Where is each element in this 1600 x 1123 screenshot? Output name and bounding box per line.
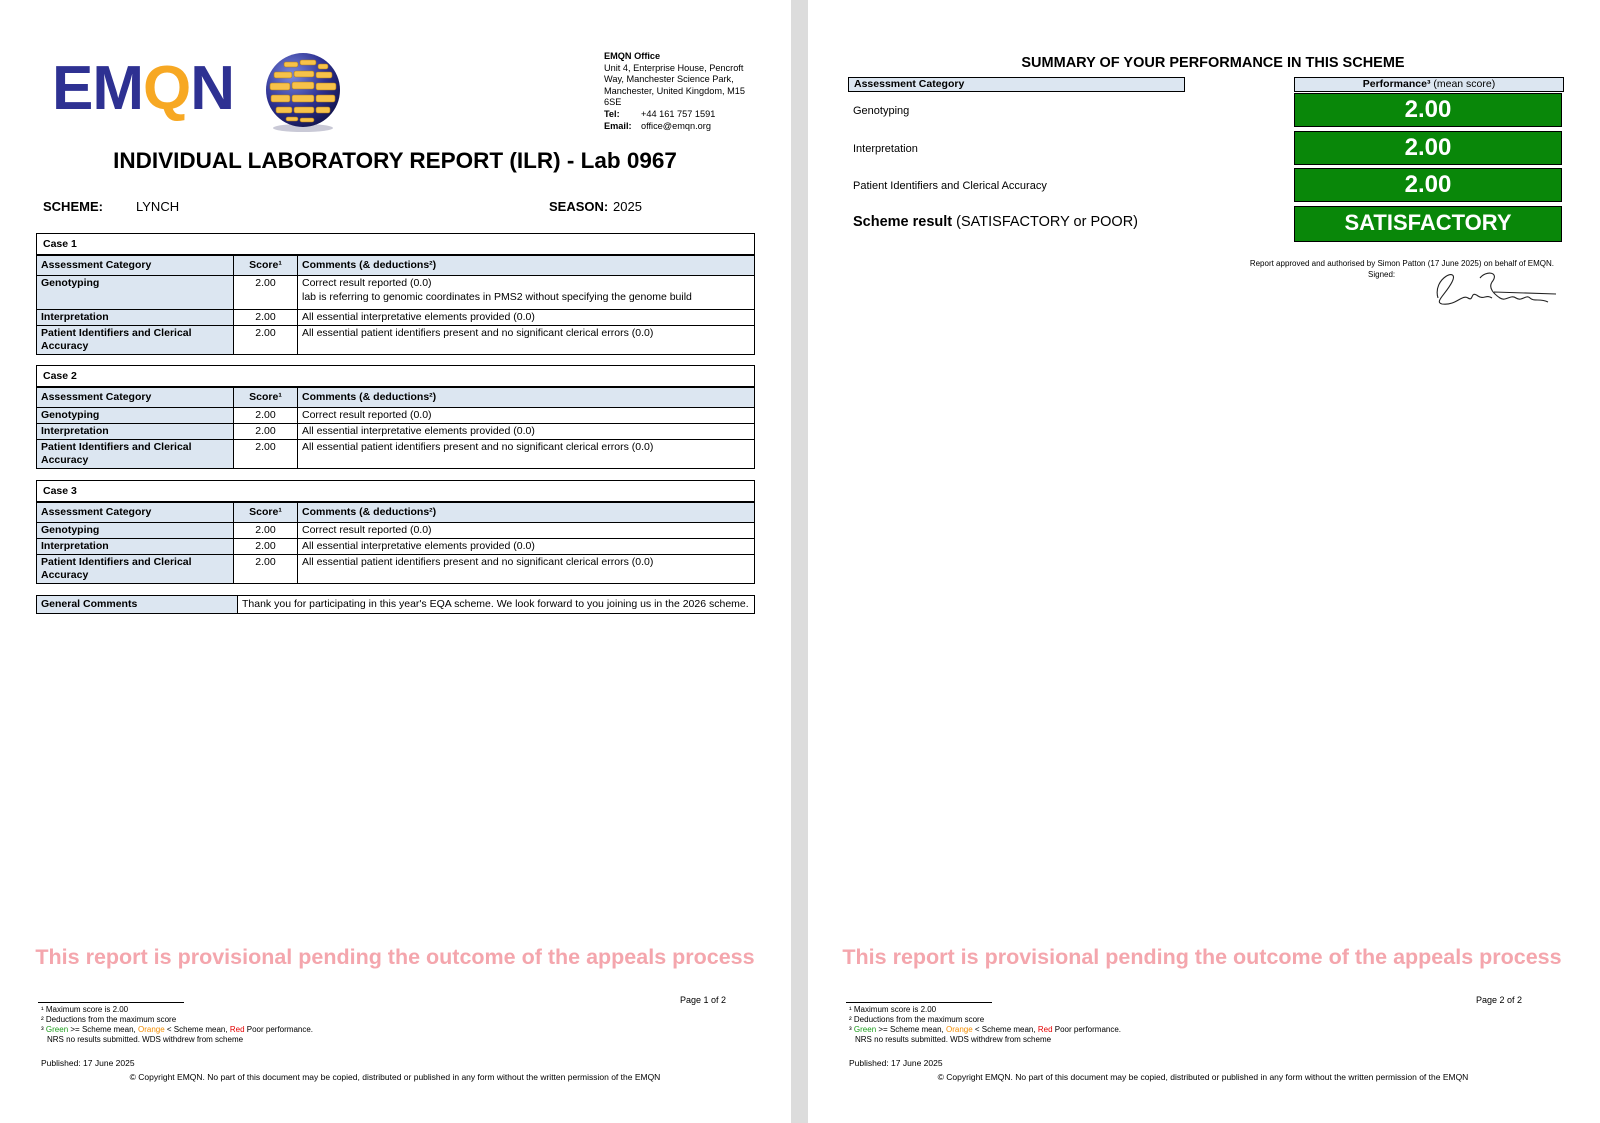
case-1-table: [36, 233, 755, 355]
case-title: Case 1: [37, 234, 754, 255]
report-page-2: [808, 0, 1600, 1123]
report-title: INDIVIDUAL LABORATORY REPORT (ILR) - Lab 0967: [113, 148, 677, 173]
table-header-row: Assessment Category Score¹ Comments (& deductions²): [37, 388, 754, 408]
performance-clerical: 2.00: [1294, 168, 1562, 202]
summary-label-genotyping: Genotyping: [853, 105, 910, 117]
table-row: Genotyping 2.00 Correct result reported (0.0): [37, 408, 754, 424]
signature-image: [1430, 268, 1558, 308]
emqn-logo: [52, 50, 342, 132]
table-header-row: [37, 256, 754, 276]
published-date: Published: 17 June 2025: [849, 1058, 943, 1068]
case-3-table: [36, 480, 755, 584]
table-row: Interpretation 2.00 All essential interpretative elements provided (0.0): [37, 424, 754, 440]
table-row: Interpretation 2.00 All essential interpretative elements provided (0.0): [37, 539, 754, 555]
summary-label-clerical: Patient Identifiers and Clerical Accuracy: [853, 180, 1047, 192]
table-header-row: Assessment Category Score¹ Comments (& deductions²): [37, 503, 754, 523]
globe-icon: [262, 50, 344, 132]
copyright-notice: © Copyright EMQN. No part of this document may be copied, distributed or published in any form without the written permission of the EMQN: [937, 1072, 1469, 1082]
performance-interpretation: 2.00: [1294, 131, 1562, 165]
office-street: Unit 4, Enterprise House, Pencroft Way, Manchester Science Park, Manchester, United Kingdom, M15 6SE: [604, 62, 745, 108]
table-row: Patient Identifiers and Clerical Accuracy 2.00 All essential patient identifiers present and no significant clerical errors (0.0): [37, 326, 754, 355]
table-row: Genotyping 2.00 Correct result reported (0.0): [37, 523, 754, 539]
summary-performance-header: Performance³ (mean score): [1294, 77, 1564, 92]
footnotes: ¹ Maximum score is 2.00 ² Deductions from the maximum score ³ Green >= Scheme mean, Orange < Scheme mean, Red Poor performance. NRS no results submitted. WDS withdrew from scheme: [41, 1005, 314, 1044]
scheme-result-label: Scheme result (SATISFACTORY or POOR): [853, 214, 1138, 230]
table-row: Patient Identifiers and Clerical Accuracy 2.00 All essential patient identifiers present and no significant clerical errors (0.0): [37, 440, 754, 469]
general-comments-table: [36, 595, 755, 614]
page-number: Page 2 of 2: [1476, 995, 1523, 1005]
case-2-table: [36, 365, 755, 469]
performance-genotyping: 2.00: [1294, 93, 1562, 127]
provisional-notice: This report is provisional pending the outcome of the appeals process: [842, 945, 1562, 969]
office-address: [604, 51, 764, 132]
general-comments-text: Thank you for participating in this year's EQA scheme. We look forward to you joining us in the 2026 scheme.: [238, 596, 755, 613]
case-title: Case 2: [37, 366, 754, 387]
scheme-value: LYNCH: [136, 199, 180, 214]
logo-wordmark: EMQN: [52, 54, 235, 123]
footnote-divider: [846, 1002, 992, 1003]
office-email: Email: office@emqn.org: [604, 120, 711, 131]
copyright-notice: © Copyright EMQN. No part of this document may be copied, distributed or published in any form without the written permission of the EMQN: [129, 1072, 661, 1082]
table-row: Genotyping 2.00 Correct result reported (0.0) lab is referring to genomic coordinates in PMS2 without specifying the genome build: [37, 276, 754, 310]
table-row: Patient Identifiers and Clerical Accuracy 2.00 All essential patient identifiers present and no significant clerical errors (0.0): [37, 555, 754, 584]
summary-title: SUMMARY OF YOUR PERFORMANCE IN THIS SCHEME: [1021, 55, 1405, 71]
footnotes: ¹ Maximum score is 2.00 ² Deductions from the maximum score ³ Green >= Scheme mean, Orange < Scheme mean, Red Poor performance. NRS no results submitted. WDS withdrew from scheme: [849, 1005, 1122, 1044]
office-tel: Tel: +44 161 757 1591: [604, 108, 716, 119]
scheme-label: SCHEME:: [43, 199, 103, 214]
published-date: Published: 17 June 2025: [41, 1058, 135, 1068]
footnote-divider: [38, 1002, 184, 1003]
page-number: Page 1 of 2: [680, 995, 727, 1005]
header-score: Score¹: [234, 256, 298, 276]
signed-label: Signed:: [1368, 270, 1396, 279]
general-comments-label: General Comments: [37, 596, 238, 613]
table-row: Interpretation 2.00 All essential interpretative elements provided (0.0): [37, 310, 754, 326]
provisional-notice: This report is provisional pending the outcome of the appeals process: [35, 945, 755, 969]
scheme-result-value: SATISFACTORY: [1294, 206, 1562, 242]
header-comments: Comments (& deductions²): [298, 256, 755, 276]
case-title: Case 3: [37, 481, 754, 502]
summary-category-header: Assessment Category: [848, 77, 1185, 92]
season-value: 2025: [613, 199, 642, 214]
approval-statement: Report approved and authorised by Simon Patton (17 June 2025) on behalf of EMQN.: [1249, 259, 1554, 268]
report-page-1: [0, 0, 791, 1123]
header-category: Assessment Category: [37, 256, 234, 276]
summary-label-interpretation: Interpretation: [853, 143, 918, 155]
season-label: SEASON:: [549, 199, 609, 214]
office-name: EMQN Office: [604, 51, 661, 61]
